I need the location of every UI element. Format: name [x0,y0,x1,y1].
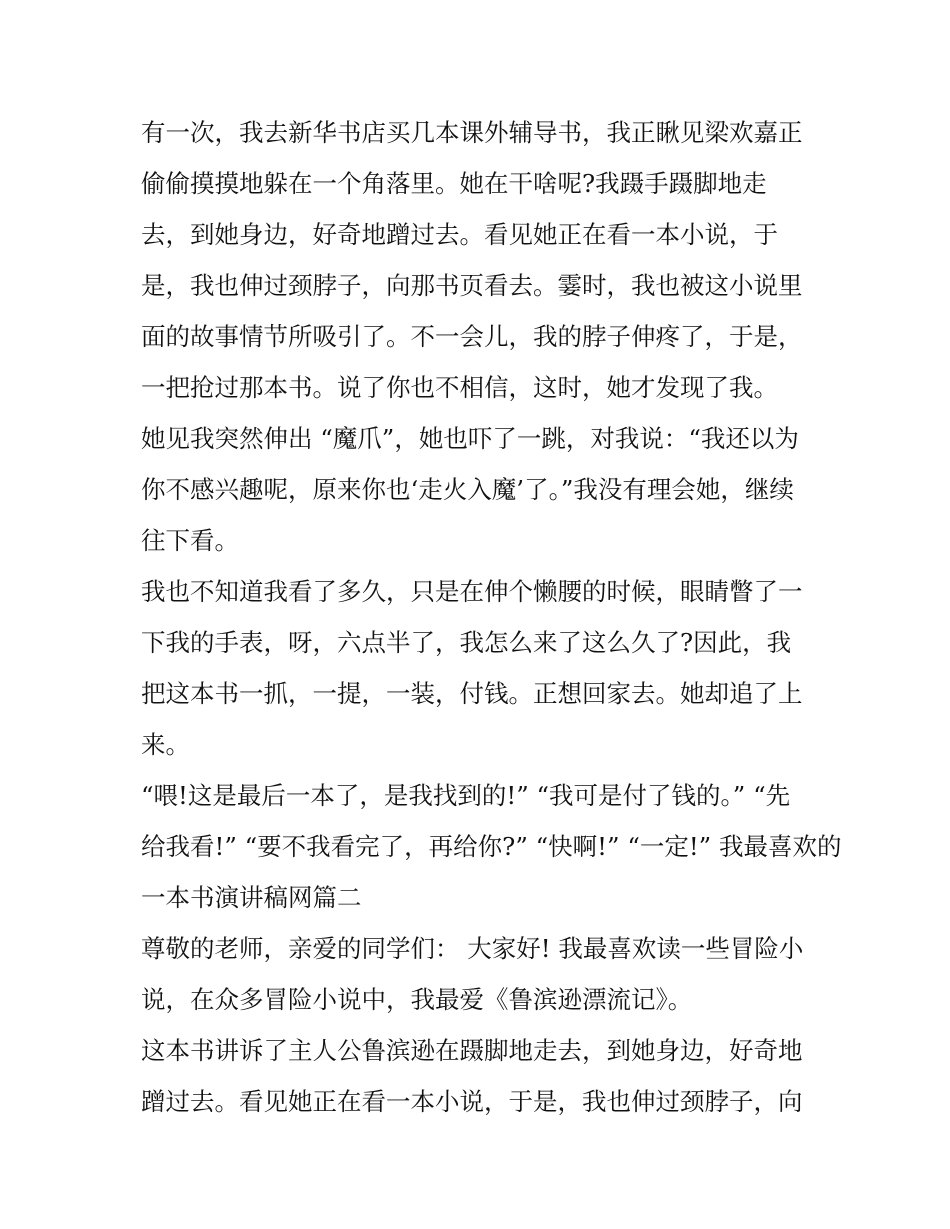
text-line: 这本书讲诉了主人公鲁滨逊在蹑脚地走去，到她身边，好奇地 [141,1036,803,1065]
text-line: 她见我突然伸出 “魔爪”，她也吓了一跳，对我说：“我还以为 [141,424,799,453]
text-line: 面的故事情节所吸引了。不一会儿，我的脖子伸疼了，于是， [141,322,803,351]
text-line: 蹭过去。看见她正在看一本小说，于是，我也伸过颈脖子，向 [141,1087,803,1116]
section-heading: 一本书演讲稿网篇二 [141,883,362,912]
text-line: 下我的手表，呀，六点半了，我怎么来了这么久了?因此，我 [141,628,792,657]
text-line: 你不感兴趣呢，原来你也‘走火入魔’了。”我没有理会她，继续 [141,475,794,504]
body-text [141,107,842,1127]
text-line: 我也不知道我看了多久，只是在伸个懒腰的时候，眼睛瞥了一 [141,577,803,606]
text-line: “喂!这是最后一本了，是我找到的!” “我可是付了钱的。” “先 [141,781,791,810]
text-line: 把这本书一抓，一提，一装，付钱。正想回家去。她却追了上 [141,679,803,708]
text-line: 去，到她身边，好奇地蹭过去。看见她正在看一本小说，于 [141,220,778,249]
text-line: 偷偷摸摸地躲在一个角落里。她在干啥呢?我蹑手蹑脚地走 [141,169,767,198]
text-line: 有一次，我去新华书店买几本课外辅导书，我正瞅见梁欢嘉正 [141,118,803,147]
text-line: 一把抢过那本书。说了你也不相信，这时，她才发现了我。 [141,373,778,402]
text-line: 是，我也伸过颈脖子，向那书页看去。霎时，我也被这小说里 [141,271,803,300]
text-line: 尊敬的老师，亲爱的同学们： 大家好! 我最喜欢读一些冒险小 [141,934,804,963]
text-line: 说，在众多冒险小说中，我最爱《鲁滨逊漂流记》。 [141,985,693,1014]
text-line: 给我看!” “要不我看完了，再给你?” “快啊!” “一定!” 我最喜欢的 [141,832,842,861]
text-line: 往下看。 [141,526,239,555]
text-line: 来。 [141,730,190,759]
